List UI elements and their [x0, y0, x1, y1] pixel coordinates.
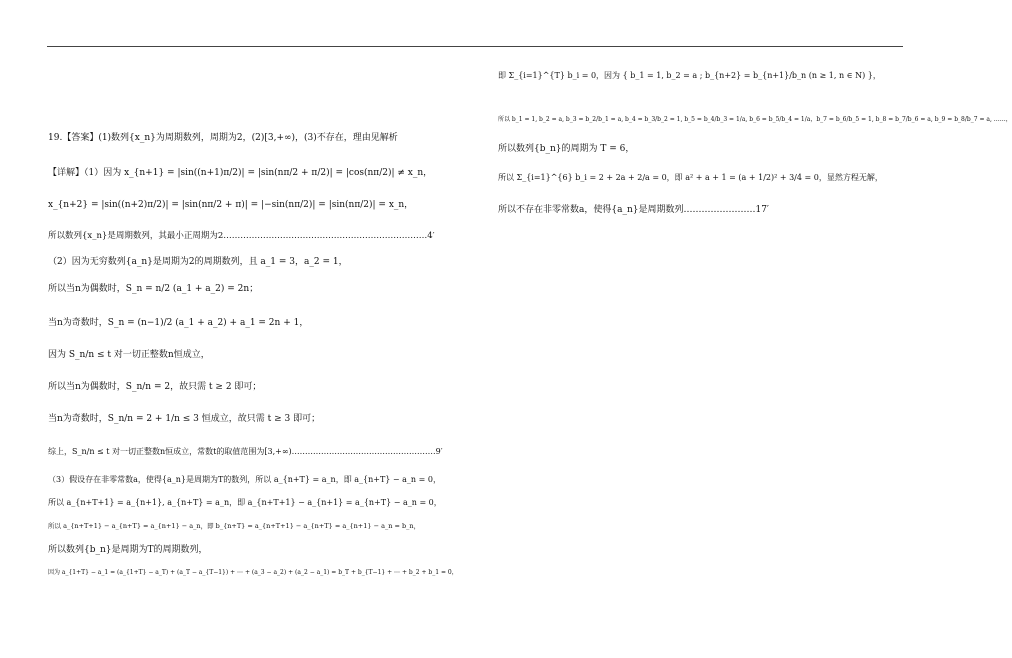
solution-line-4: （2）因为无穷数列{a_n}是周期为2的周期数列，且 a_1 = 3，a_2 = 1， [48, 257, 348, 267]
solution-line-7: 因为 S_n/n ≤ t 对一切正整数n恒成立， [48, 350, 210, 360]
solution-line-19: 所以 Σ_{i=1}^{6} b_i = 2 + 2a + 2/a = 0，即 a² + a + 1 = (a + 1/2)² + 3/4 = 0，显然方程无解， [498, 173, 883, 182]
header-rule [47, 46, 903, 47]
solution-line-14: 所以数列{b_n}是周期为T的周期数列， [48, 545, 208, 555]
solution-line-9: 当n为奇数时，S_n/n = 2 + 1/n ≤ 3 恒成立，故只需 t ≥ 3 即可； [48, 414, 321, 424]
solution-line-16: 即 Σ_{i=1}^{T} b_i = 0，因为 { b_1 = 1, b_2 = a ; b_{n+2} = b_{n+1}/b_n (n ≥ 1, n ∈ N) }， [498, 71, 881, 80]
solution-line-12: 所以 a_{n+T+1} = a_{n+1}, a_{n+T} = a_n，即 a_{n+T+1} − a_{n+1} = a_{n+T} − a_n = 0， [48, 498, 442, 507]
solution-line-11: （3）假设存在非零常数a，使得{a_n}是周期为T的数列，所以 a_{n+T} = a_n，即 a_{n+T} − a_n = 0， [48, 475, 441, 484]
solution-line-1: 【详解】（1）因为 x_{n+1} = |sin((n+1)π/2)| = |sin(nπ/2 + π/2)| = |cos(nπ/2)| ≠ x_n， [48, 168, 433, 178]
solution-line-5: 所以当n为偶数时，S_n = n/2 (a_1 + a_2) = 2n； [48, 284, 259, 294]
solution-line-20: 所以不存在非零常数a，使得{a_n}是周期数列……………………17′ [498, 205, 769, 215]
solution-line-18: 所以数列{b_n}的周期为 T = 6， [498, 144, 635, 154]
answer-line: 19.【答案】(1)数列{x_n}为周期数列，周期为2，(2)[3,+∞)，(3)不存在，理由见解析 [48, 133, 398, 143]
solution-line-13: 所以 a_{n+T+1} − a_{n+T} = a_{n+1} − a_n，即 b_{n+T} = a_{n+T+1} − a_{n+T} = a_{n+1} − a_n = b_n， [48, 522, 421, 530]
solution-line-3: 所以数列{x_n}是周期数列，其最小正周期为2………………………………………………………………4′ [48, 231, 435, 241]
solution-line-2: x_{n+2} = |sin((n+2)π/2)| = |sin(nπ/2 + π)| = |−sin(nπ/2)| = |sin(nπ/2)| = x_n， [48, 200, 414, 210]
solution-line-15: 因为 a_{1+T} − a_1 = (a_{1+T} − a_T) + (a_T − a_{T−1}) + ⋯ + (a_3 − a_2) + (a_2 − a_1) = b_T + b_{T−1} + ⋯ + b_2 + b_1 = 0， [48, 569, 458, 576]
solution-line-6: 当n为奇数时，S_n = (n−1)/2 (a_1 + a_2) + a_1 = 2n + 1， [48, 318, 309, 328]
solution-line-8: 所以当n为偶数时，S_n/n = 2，故只需 t ≥ 2 即可； [48, 382, 262, 392]
solution-line-10: 综上，S_n/n ≤ t 对一切正整数n恒成立，常数t的取值范围为[3,+∞)………………………………………………9′ [48, 447, 443, 456]
solution-line-17: 所以 b_1 = 1, b_2 = a, b_3 = b_2/b_1 = a, b_4 = b_3/b_2 = 1, b_5 = b_4/b_3 = 1/a, b_6 = b_5/b_4 = 1/a，b_7 = b_6/b_5 = 1, b_8 = b_7/b_6 = a, b_9 = b_8/b_7 = a, ……， [498, 116, 1012, 123]
